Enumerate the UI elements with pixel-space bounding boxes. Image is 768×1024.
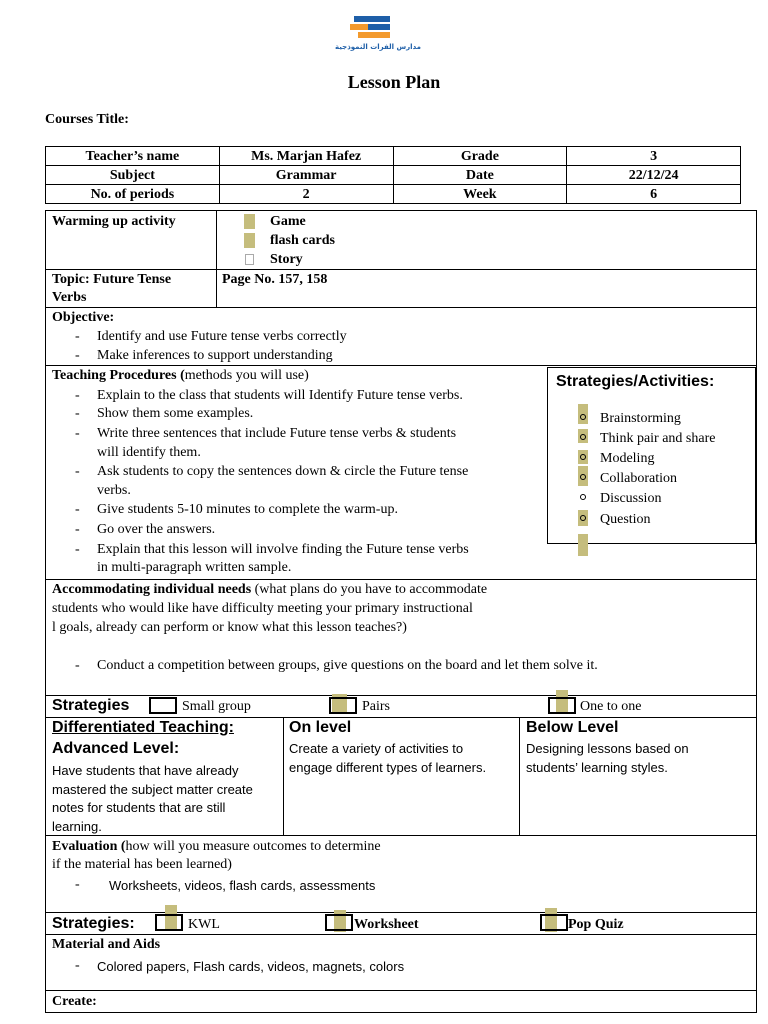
procedure-item-cont: in multi-paragraph written sample.	[97, 560, 292, 575]
table-row	[46, 147, 741, 166]
advanced-level-heading: Advanced Level:	[52, 740, 180, 757]
objective-label: Objective:	[52, 310, 115, 325]
evaluation-item: Worksheets, videos, flash cards, assessments	[109, 878, 376, 893]
story-checkbox-icon[interactable]	[245, 254, 254, 265]
option-small-group: Small group	[182, 699, 251, 714]
school-logo	[318, 10, 438, 54]
accommodating-note: l goals, already can perform or know what this lesson teaches?)	[52, 620, 407, 635]
objective-item: Make inferences to support understanding	[97, 348, 333, 363]
option-game: Game	[270, 214, 306, 229]
topic-label-line2: Verbs	[52, 290, 87, 305]
kwl-checkbox-icon[interactable]	[155, 914, 183, 931]
table-cell: Grade	[393, 147, 567, 166]
warming-up-label: Warming up activity	[52, 214, 176, 229]
evaluation-heading: Evaluation (how will you measure outcomes to determine	[52, 839, 381, 854]
table-row	[46, 166, 741, 185]
table-row	[46, 185, 741, 204]
option-flash-cards: flash cards	[270, 233, 335, 248]
procedure-item: Go over the answers.	[97, 522, 216, 537]
on-level-text: Create a variety of activities to	[289, 741, 464, 756]
accommodating-item: Conduct a competition between groups, give questions on the board and let them solve it.	[97, 658, 598, 673]
procedure-item: Show them some examples.	[97, 406, 254, 421]
advanced-text: learning.	[52, 819, 102, 834]
procedure-item: Explain to the class that students will Identify Future tense verbs.	[97, 388, 463, 403]
flash-cards-checkbox-icon[interactable]	[244, 233, 255, 248]
materials-label: Material and Aids	[52, 937, 161, 952]
strategy-item: Brainstorming	[600, 411, 681, 426]
table-cell: 3	[567, 147, 741, 166]
option-pop-quiz: Pop Quiz	[568, 917, 624, 932]
strategy-item: Modeling	[600, 451, 655, 466]
option-pairs: Pairs	[362, 699, 390, 714]
info-table	[45, 146, 741, 204]
worksheet-checkbox-icon[interactable]	[325, 914, 353, 931]
strategy-item: Question	[600, 512, 651, 527]
advanced-text: Have students that have already	[52, 763, 239, 778]
table-cell: Teacher’s name	[46, 147, 220, 166]
teaching-procedures-heading: Teaching Procedures (methods you will use)	[52, 368, 309, 383]
page-number: Page No. 157, 158	[222, 272, 328, 287]
game-checkbox-icon[interactable]	[244, 214, 255, 229]
procedure-item: Ask students to copy the sentences down & circle the Future tense	[97, 464, 469, 479]
strategies-assessment-label: Strategies:	[52, 915, 135, 932]
table-cell: Ms. Marjan Hafez	[219, 147, 393, 166]
on-level-heading: On level	[289, 719, 352, 736]
procedure-item: Write three sentences that include Future tense verbs & students	[97, 426, 457, 441]
objective-item: Identify and use Future tense verbs correctly	[97, 329, 347, 344]
strategies-activities-heading: Strategies/Activities:	[556, 373, 715, 390]
one-to-one-checkbox-icon[interactable]	[548, 697, 576, 714]
table-cell: Grammar	[219, 166, 393, 185]
differentiated-heading: Differentiated Teaching:	[52, 719, 234, 736]
modeling-bullet-icon	[580, 454, 586, 460]
table-cell: 6	[567, 185, 741, 204]
courses-title-label: Courses Title:	[45, 112, 129, 127]
option-kwl: KWL	[188, 917, 220, 932]
discussion-bullet-icon	[580, 494, 586, 500]
below-level-heading: Below Level	[526, 719, 619, 736]
table-cell: 2	[219, 185, 393, 204]
strategy-item: Discussion	[600, 491, 662, 506]
option-one-to-one: One to one	[580, 699, 642, 714]
materials-item: Colored papers, Flash cards, videos, magnets, colors	[97, 959, 405, 974]
create-label: Create:	[52, 994, 97, 1009]
collaboration-bullet-icon	[580, 474, 586, 480]
table-cell: Week	[393, 185, 567, 204]
topic-label-line1: Topic: Future Tense	[52, 272, 172, 287]
on-level-text: engage different types of learners.	[289, 760, 487, 775]
table-cell: Subject	[46, 166, 220, 185]
page-title: Lesson Plan	[347, 72, 441, 92]
question-bullet-icon	[580, 515, 586, 521]
strategies-grouping-label: Strategies	[52, 697, 130, 714]
strategy-item: Think pair and share	[600, 431, 716, 446]
table-cell: 22/12/24	[567, 166, 741, 185]
pairs-checkbox-icon[interactable]	[329, 697, 357, 714]
accommodating-heading: Accommodating individual needs (what plans do you have to accommodate	[52, 582, 488, 597]
think-pair-share-bullet-icon	[580, 434, 586, 440]
brainstorming-bullet-icon	[580, 414, 586, 420]
below-level-text: Designing lessons based on	[526, 741, 689, 756]
procedure-item: Give students 5-10 minutes to complete the warm-up.	[97, 502, 398, 517]
strategy-item: Collaboration	[600, 471, 677, 486]
evaluation-note: if the material has been learned)	[52, 857, 232, 872]
accommodating-note: students who would like have difficulty meeting your primary instructional	[52, 601, 473, 616]
procedure-item: Explain that this lesson will involve finding the Future tense verbs	[97, 542, 469, 557]
below-level-text: students’ learning styles.	[526, 760, 668, 775]
pop-quiz-checkbox-icon[interactable]	[540, 914, 568, 931]
procedure-item-cont: will identify them.	[97, 445, 201, 460]
advanced-text: mastered the subject matter create	[52, 782, 253, 797]
advanced-text: notes for students that are still	[52, 800, 226, 815]
table-cell: Date	[393, 166, 567, 185]
logo-mark-icon	[348, 12, 408, 42]
procedure-item-cont: verbs.	[97, 483, 131, 498]
small-group-checkbox-icon[interactable]	[149, 697, 177, 714]
school-name: مدارس الفرات النموذجية	[335, 43, 421, 51]
table-cell: No. of periods	[46, 185, 220, 204]
option-story: Story	[270, 252, 303, 267]
option-worksheet: Worksheet	[354, 917, 419, 932]
